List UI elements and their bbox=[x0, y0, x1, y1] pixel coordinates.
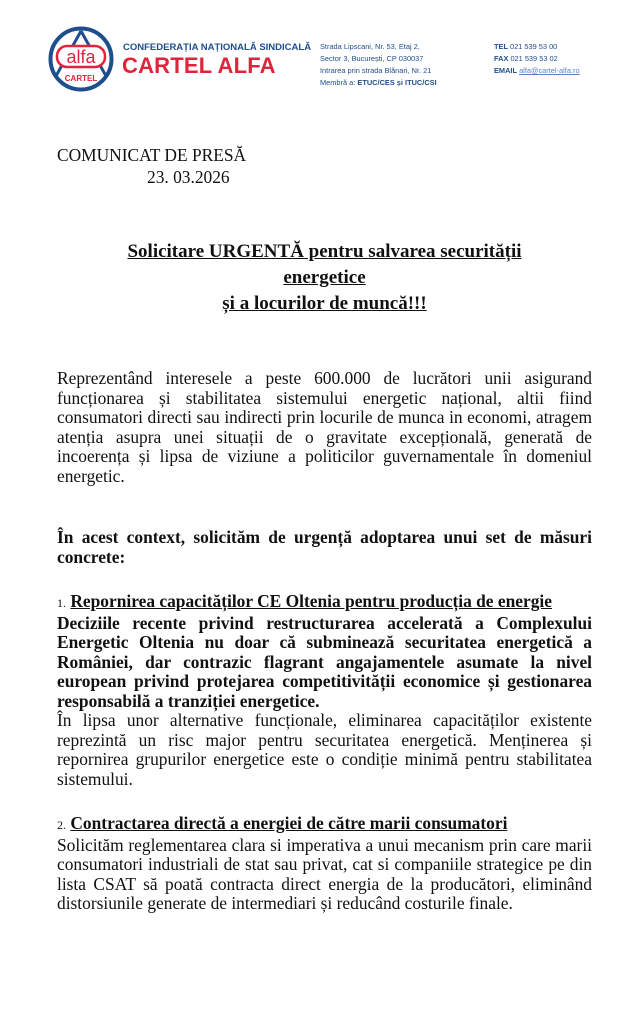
tel-value: 021 539 53 00 bbox=[510, 42, 558, 51]
title-line: Solicitare URGENTĂ pentru salvarea securității energetice bbox=[127, 241, 522, 288]
item-number: 2. bbox=[57, 818, 66, 832]
title-line: și a locurilor de muncă!!! bbox=[222, 293, 427, 314]
item-bold-text: Deciziile recente privind restructurarea accelerată a Complexului Energetic Oltenia nu doar că subminează securitatea energetică a României, dar contrazic flagrant angajamentele asumate la nivel european privind protejarea competitivității economice și gestionarea responsabilă a tranziției energetice. bbox=[57, 612, 592, 711]
doc-title bbox=[57, 239, 592, 317]
tel bbox=[494, 41, 580, 53]
tel-label: TEL bbox=[494, 42, 508, 51]
list-item bbox=[57, 814, 592, 914]
item-number: 1. bbox=[57, 596, 66, 610]
doc-heading: COMUNICAT DE PRESĂ bbox=[57, 145, 247, 165]
member-label: Membră a: bbox=[320, 78, 356, 87]
email-link[interactable]: alfa@cartel-alfa.ro bbox=[519, 66, 580, 75]
member-value: ETUC/CES și ITUC/CSI bbox=[357, 78, 437, 87]
address-line: Strada Lipscani, Nr. 53, Etaj 2, bbox=[320, 42, 420, 51]
org-name: CARTEL ALFA bbox=[122, 53, 276, 78]
email bbox=[494, 65, 580, 77]
letterhead bbox=[0, 0, 629, 100]
fax-label: FAX bbox=[494, 54, 509, 63]
item-heading bbox=[57, 814, 592, 836]
list-item bbox=[57, 592, 592, 789]
cartel-alfa-logo bbox=[48, 26, 114, 92]
address-line: Sector 3, București, CP 030037 bbox=[320, 54, 424, 63]
item-text: În lipsa unor alternative funcționale, eliminarea capacităților existente reprezintă un risc major pentru securitatea energetică. Menținerea și repornirea grupurilor energetice este o condiție minimă pentru stabilitatea sistemului. bbox=[57, 710, 592, 789]
address-line: Intrarea prin strada Blănari, Nr. 21 bbox=[320, 66, 432, 75]
item-title: Repornirea capacităților CE Oltenia pentru producția de energie bbox=[70, 591, 552, 611]
doc-date: 23. 03.2026 bbox=[147, 166, 230, 187]
address-block bbox=[320, 41, 437, 89]
membership bbox=[320, 77, 437, 89]
document-body bbox=[57, 146, 592, 914]
svg-text:CARTEL: CARTEL bbox=[64, 74, 98, 83]
fax-value: 021 539 53 02 bbox=[510, 54, 558, 63]
fax bbox=[494, 53, 580, 65]
contact-block bbox=[494, 41, 580, 77]
context-paragraph: În acest context, solicităm de urgență adoptarea unui set de măsuri concrete: bbox=[57, 527, 592, 567]
item-text: Solicităm reglementarea clara si imperativa a unui mecanism prin care marii consumatori industriali de stat sau privat, cat si companiile strategice pe din lista CSAT să poată contracta direct energia de la producători, eliminând distorsiunile generate de intermediari și reducând costurile finale. bbox=[57, 834, 592, 913]
item-title: Contractarea directă a energiei de către marii consumatori bbox=[70, 813, 508, 833]
item-heading bbox=[57, 592, 592, 614]
email-label: EMAIL bbox=[494, 66, 517, 75]
org-subtitle: CONFEDERAȚIA NAȚIONALĂ SINDICALĂ bbox=[123, 42, 312, 53]
intro-paragraph: Reprezentând interesele a peste 600.000 de lucrători unii asigurand funcționarea și stabilitatea sistemului energetic național, altii fiind consumatori directi sau indirecti prin locurile de munca in economi, atragem atenția asupra unei situații de o gravitate excepțională, generată de incoerența și lipsa de viziune a politicilor guvernamentale în domeniul energetic. bbox=[57, 368, 592, 486]
svg-text:alfa: alfa bbox=[66, 47, 96, 67]
